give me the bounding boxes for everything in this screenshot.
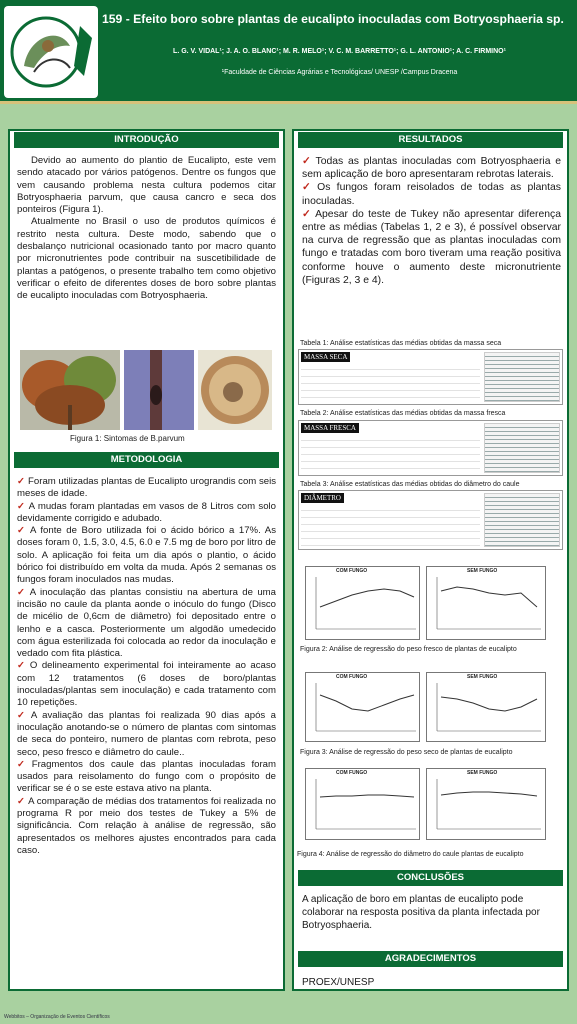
fig2-left-title: COM FUNGO xyxy=(336,568,368,574)
fig3-left-title: COM FUNGO xyxy=(336,674,368,680)
check-icon: ✓ xyxy=(17,500,26,512)
fig4-right-chart xyxy=(426,768,546,840)
introducao-heading: INTRODUÇÃO xyxy=(14,132,279,148)
table-3-r-output xyxy=(484,493,560,547)
agradecimentos-heading: AGRADECIMENTOS xyxy=(298,951,563,967)
check-icon: ✓ xyxy=(17,525,27,537)
agradecimentos-text: PROEX/UNESP xyxy=(302,977,375,988)
fig2-left-chart xyxy=(305,566,420,640)
conclusoes-heading: CONCLUSÕES xyxy=(298,870,563,886)
check-icon: ✓ xyxy=(17,660,27,672)
table-1-label: MASSA SECA xyxy=(301,352,350,362)
check-icon: ✓ xyxy=(17,709,28,721)
metodologia-item: ✓ A comparação de médias dos tratamentos foi realizada no programa R por meio dos testes de Tukey a 5% de significância. Com relação à análise de regressão, são apresentados os melhores ajustes encontrados para cada caso. xyxy=(17,795,277,856)
metodologia-list xyxy=(17,476,276,857)
metodologia-item: ✓ Fragmentos dos caule das plantas inoculadas foram usados para reisolamento do fungo com o propósito de verificar se é o se este estava ativo na planta. xyxy=(17,758,276,795)
metodologia-heading: METODOLOGIA xyxy=(14,452,279,468)
check-icon: ✓ xyxy=(17,476,26,487)
footer: Webbitos – Organização de Eventos Científicos xyxy=(4,1014,110,1020)
table-1-r-output xyxy=(484,352,560,402)
table-2-grid xyxy=(301,434,480,473)
figure-4-caption: Figura 4: Análise de regressão do diâmetro do caule plantas de eucalipto xyxy=(297,851,524,858)
table-2-label: MASSA FRESCA xyxy=(301,423,359,433)
authors: L. G. V. VIDAL¹; J. A. O. BLANC¹; M. R. MELO¹; V. C. M. BARRETTO¹; G. L. ANTONIO¹; A. C. FIRMINO¹ xyxy=(173,48,506,55)
resultados-item: ✓ Os fungos foram reisolados de todas as plantas inoculadas. xyxy=(302,182,561,207)
fig2-right-title: SEM FUNGO xyxy=(467,568,498,574)
fig3-right-chart xyxy=(426,672,546,742)
check-icon: ✓ xyxy=(17,586,27,598)
table-1 xyxy=(298,349,563,405)
resultados-item: ✓ Apesar do teste de Tukey não apresentar diferença entre as médias (Tabelas 1, 2 e 3), é possível observar na curva de regressão que as plantas inoculadas com fungo e tratadas com boro tiveram uma reação positiva conforme houve o aumento deste micronutriente (Figuras 2, 3 e 4). xyxy=(302,208,561,286)
resultados-heading: RESULTADOS xyxy=(298,132,563,148)
check-icon: ✓ xyxy=(17,758,29,770)
table-2-r-output xyxy=(484,423,560,473)
metodologia-item: ✓ A inoculação das plantas consistiu na abertura de uma incisão no caule da planta aonde o inóculo do fungo (Disco de micélio de 0,6cm de diâmetro) foi depositado entre o lenho e a casca. Posteriormente um algodão umedecido com água esterilizada foi colocada ao redor da inoculação e vedado com fita plástica. xyxy=(17,586,277,660)
metodologia-item: ✓ A fonte de Boro utilizada foi o ácido bórico a 17%. As doses foram 0, 1.5, 3.0, 4.5, 6.0 e 7.5 mg de boro por litro de solo. A aplicação foi feita um dia após o plantio, o ácido bórico foi distribuído em volta da muda. Após 2 semanas os fungos foram inoculados nas mudas. xyxy=(17,525,276,586)
check-icon: ✓ xyxy=(302,208,313,220)
fig3-left-chart xyxy=(305,672,420,742)
poster-title: 159 - Efeito boro sobre plantas de eucalipto inoculadas com Botryosphaeria sp. xyxy=(102,12,564,26)
poster-header xyxy=(0,0,577,104)
table-1-caption: Tabela 1: Análise estatísticas das médias obtidas da massa seca xyxy=(300,340,502,347)
fig3-right-title: SEM FUNGO xyxy=(467,674,498,680)
table-2-caption: Tabela 2: Análise estatísticas das médias obtidas da massa fresca xyxy=(300,410,506,417)
metodologia-item: ✓ O delineamento experimental foi inteiramente ao acaso com 12 tratamentos (6 doses de boro/plantas inoculadas/plantas sem inoculação) e cada tratamento com 10 repetições. xyxy=(17,660,276,709)
table-1-grid xyxy=(301,363,480,402)
introducao-text xyxy=(17,155,276,303)
figure-1-caption: Figura 1: Sintomas de B.parvum xyxy=(70,434,185,443)
fig4-right-title: SEM FUNGO xyxy=(467,770,498,776)
resultados-list xyxy=(302,155,561,287)
affiliation: ¹Faculdade de Ciências Agrárias e Tecnológicas/ UNESP /Campus Dracena xyxy=(221,69,458,76)
metodologia-item: ✓ Foram utilizadas plantas de Eucalipto urograndis com seis meses de idade. xyxy=(17,476,277,500)
table-3-caption: Tabela 3: Análise estatísticas das médias obtidas do diâmetro do caule xyxy=(300,481,520,488)
fig2-right-chart xyxy=(426,566,546,640)
fig4-left-title: COM FUNGO xyxy=(336,770,368,776)
introducao-paragraph-2: Atualmente no Brasil o uso de produtos químicos é restrito nesta cultura. Deste modo, sabendo que o desbalanço nutricional ocasionado tanto por macro quanto por micronutrientes pode contribuir na suscetibilidade de plantas a patógenos, o presente trabalho tem como objetivo verificar o efeito de diferentes doses de boro sobre plantas de eucalipto inoculadas com Botryosphaeria. xyxy=(17,216,276,302)
unesp-logo xyxy=(4,6,98,98)
fig4-left-chart xyxy=(305,768,420,840)
metodologia-item: ✓ A avaliação das plantas foi realizada 90 dias após a inoculação anotando-se o número de plantas com sintomas de seca do ponteiro, numero de plantas com rebrota, peso seco, peso fresco e diâmetro do caule.. xyxy=(17,709,276,758)
introducao-paragraph-1: Devido ao aumento do plantio de Eucalipto, este vem sendo atacado por vários patógenos. Dentre os fungos que vem causando problema nesta cultura podemos citar Botryosphaeria parvum, que causa cancro e seca dos ponteiros (Figura 1). xyxy=(17,155,276,216)
check-icon: ✓ xyxy=(302,156,313,167)
figure-3-caption: Figura 3: Análise de regressão do peso seco de plantas de eucalipto xyxy=(300,749,513,756)
figure-2-caption: Figura 2: Análise de regressão do peso fresco de plantas de eucalipto xyxy=(300,646,517,653)
metodologia-item: ✓ A mudas foram plantadas em vasos de 8 Litros com solo devidamente corrigido e adubado. xyxy=(17,500,276,524)
check-icon: ✓ xyxy=(17,795,26,807)
table-3-grid xyxy=(301,504,480,547)
table-2 xyxy=(298,420,563,476)
symptoms-photos xyxy=(20,350,272,430)
table-3-label: DIÂMETRO xyxy=(301,493,344,503)
table-3 xyxy=(298,490,563,550)
conclusoes-text: A aplicação de boro em plantas de eucalipto pode colaborar na resposta positiva da planta infectada por Botryosphaeria. xyxy=(302,894,540,931)
resultados-item: ✓ Todas as plantas inoculadas com Botryosphaeria e sem aplicação de boro apresentaram rebrotas laterais. xyxy=(302,156,561,181)
check-icon: ✓ xyxy=(302,182,315,194)
